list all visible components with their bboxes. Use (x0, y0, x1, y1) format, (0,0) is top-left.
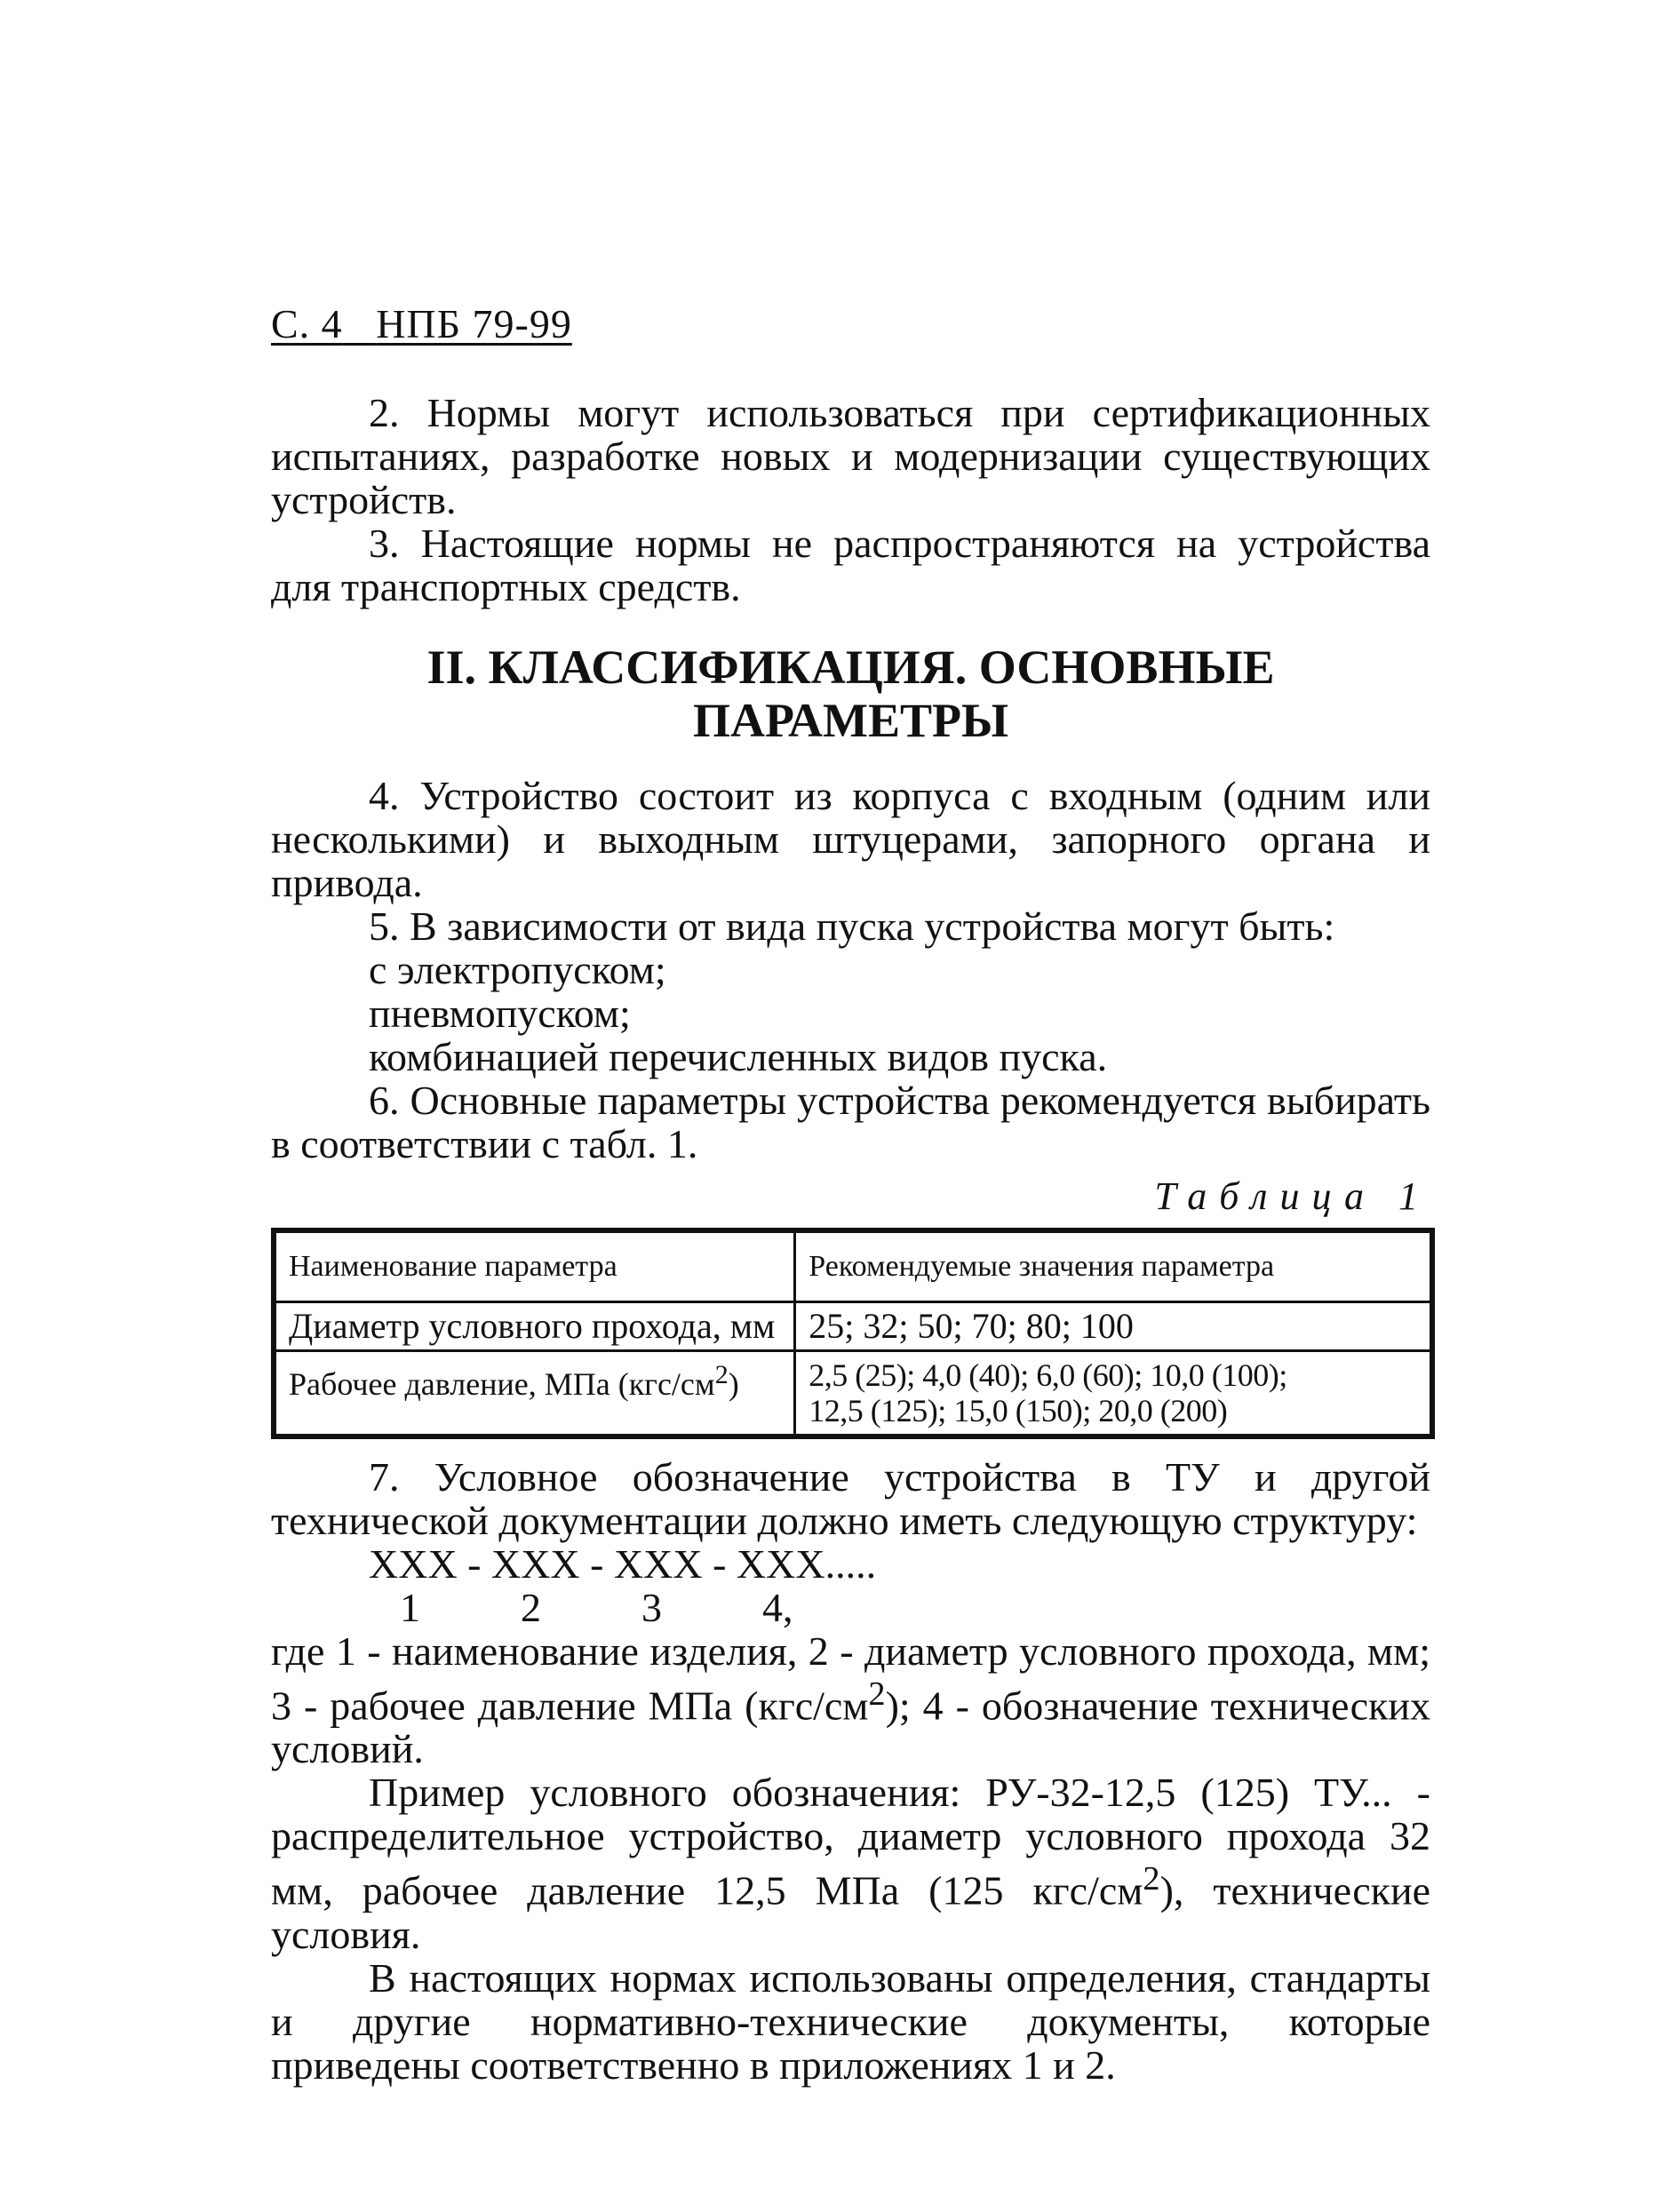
table-header-row (274, 1230, 1432, 1302)
paragraph-2: 2. Нормы могут использоваться при сертификационных испытаниях, разработке новых и модернизации существующих устройств. (271, 390, 1430, 522)
designation-format: XXX - XXX - XXX - XXX..... (369, 1541, 877, 1587)
table-header-value: Рекомендуемые значения параметра (795, 1230, 1432, 1302)
position-number: 1 (400, 1585, 420, 1630)
position-number: 2 (521, 1585, 541, 1630)
paragraph-4: 4. Устройство состоит из корпуса с входным (одним или несколькими) и выходным штуцерами, запорного органа и привода. (271, 773, 1430, 905)
closing-paragraph: В настоящих нормах использованы определения, стандарты и другие нормативно-технические документы, которые приведены соответственно в приложениях 1 и 2. (271, 1954, 1430, 2088)
table-cell-value: 25; 32; 50; 70; 80; 100 (795, 1302, 1432, 1351)
section-heading: II. КЛАССИФИКАЦИЯ. ОСНОВНЫЕ ПАРАМЕТРЫ (426, 641, 1275, 747)
position-number: 3 (641, 1585, 662, 1630)
page-header (271, 298, 572, 351)
table-cell-name: Диаметр условного прохода, мм (274, 1302, 795, 1351)
table-cell-value: 2,5 (25); 4,0 (40); 6,0 (60); 10,0 (100); 12,5 (125); 15,0 (150); 20,0 (200) (795, 1351, 1432, 1437)
list-item: с электропуском; (369, 947, 666, 992)
page-reference: С. 4 (271, 301, 343, 346)
designation-positions (271, 1586, 1430, 1629)
parameters-table (271, 1228, 1435, 1439)
document-code: НПБ 79-99 (376, 301, 572, 346)
document-body (271, 391, 1430, 2087)
paragraph-6: 6. Основные параметры устройства рекомендуется выбирать в соответствии с табл. 1. (271, 1078, 1430, 1166)
designation-legend: где 1 - наименование изделия, 2 - диаметр условного прохода, мм; 3 - рабочее давление МПа $(кгс/см^2)$; 4 - обозначение технических условий. (271, 1628, 1431, 1772)
list-item: комбинацией перечисленных видов пуска. (369, 1034, 1108, 1079)
table-row (274, 1351, 1432, 1437)
paragraph-3: 3. Настоящие нормы не распространяются на устройства для транспортных средств. (271, 521, 1430, 609)
table-caption: Таблица 1 (1154, 1174, 1430, 1218)
position-number: 4, (762, 1585, 793, 1630)
table-cell-name: Рабочее давление, МПа $(кгс/см^2)$ (274, 1351, 795, 1437)
list-item: пневмопуском; (369, 991, 631, 1036)
paragraph-5: 5. В зависимости от вида пуска устройства могут быть: (369, 903, 1335, 949)
table-header-name: Наименование параметра (274, 1230, 795, 1302)
paragraph-7: 7. Условное обозначение устройства в ТУ и другой технической документации должно иметь следующую структуру: (271, 1454, 1430, 1543)
designation-example: Пример условного обозначения: РУ-32-12,5 (125) ТУ... - распределительное устройство, диаметр условного прохода 32 мм, рабочее давление 12,5 МПа (125 кгс/$см^2$), технические условия. (271, 1770, 1430, 1957)
table-row (274, 1302, 1432, 1351)
